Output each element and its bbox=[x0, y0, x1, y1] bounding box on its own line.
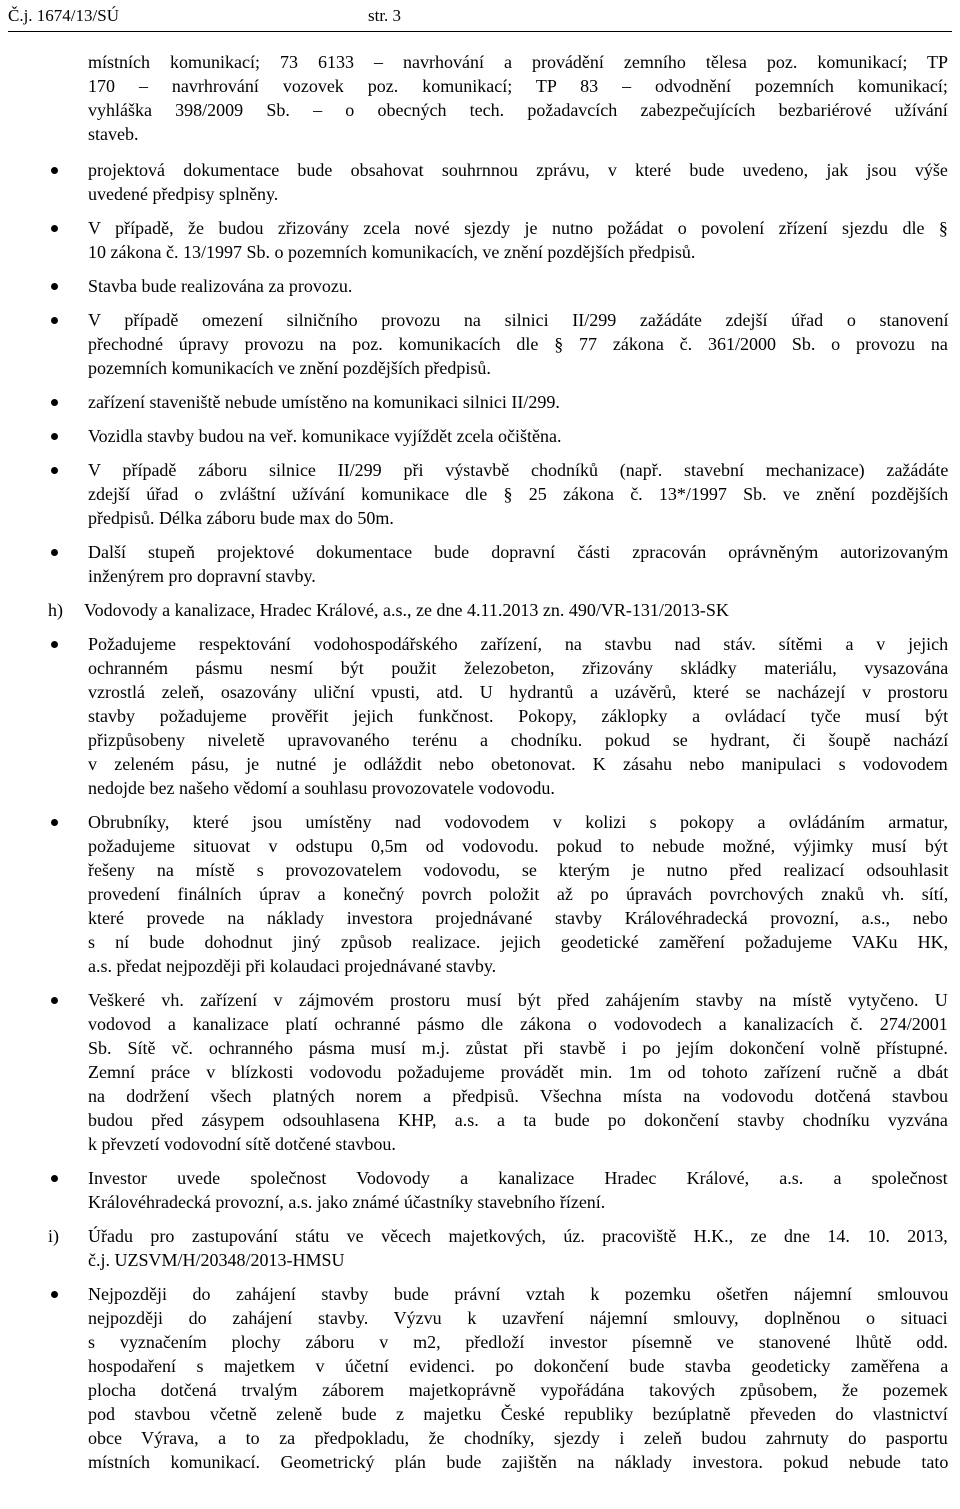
text-line: hospodaření s majetkem v účetní evidenci. po dokončení bude stavba geodeticky zaměřena a bbox=[88, 1356, 949, 1376]
text-line: staveb. bbox=[88, 124, 139, 144]
text-line: Veškeré vh. zařízení v zájmovém prostoru musí být před zahájením stavby na místě vytyčeno. U bbox=[88, 990, 948, 1010]
text-line: inženýrem pro dopravní stavby. bbox=[88, 566, 316, 586]
text-line: nejpozději do zahájení stavby. Výzvu k uzavření nájemní smlouvy, doplněnou o situaci bbox=[88, 1308, 948, 1328]
text-line: k převzetí vodovodní sítě dotčené stavbou. bbox=[88, 1134, 396, 1154]
bullet-icon bbox=[51, 167, 58, 174]
bullet-icon bbox=[51, 641, 58, 648]
text-line: pod stavbou včetně zeleně bude z majetku České republiky bezúplatně převeden do vlastnictví bbox=[88, 1404, 948, 1424]
text-line: nedojde bez našeho vědomí a souhlasu provozovatele vodovodu. bbox=[88, 778, 555, 798]
text-line: vyhláška 398/2009 Sb. – o obecných tech. požadavcích zabezpečujících bezbariérové užívání bbox=[88, 100, 948, 120]
text-line: Úřadu pro zastupování státu ve věcech majetkových, úz. pracoviště H.K., ze dne 14. 10. 2013, bbox=[88, 1226, 948, 1246]
text-line: místních komunikací; 73 6133 – navrhování a provádění zemního tělesa poz. komunikací; TP bbox=[88, 52, 949, 72]
text-line: Královéhradecká provozní, a.s. jako známé účastníky stavebního řízení. bbox=[88, 1192, 606, 1212]
text-line: Vozidla stavby budou na veř. komunikace vyjíždět zcela očištěna. bbox=[88, 426, 562, 446]
bullet-icon bbox=[51, 317, 58, 324]
bullet-icon bbox=[51, 549, 58, 556]
bullet-icon bbox=[51, 1291, 58, 1298]
text-line: zdejší úřad o zvláštní užívání komunikace dle § 25 zákona č. 13*/1997 Sb. ve znění pozdějších bbox=[88, 484, 949, 504]
text-line: budou před zásypem odsouhlasena KHP, a.s. a ta bude po dokončení stavby chodníku vyzvána bbox=[88, 1110, 948, 1130]
text-line: Požadujeme respektování vodohospodářského zařízení, na stavbu nad stáv. sítěmi a v jejich bbox=[88, 634, 949, 654]
text-line: plocha dotčená trvalým záborem majetkoprávně vypořádána takových způsobem, že pozemek bbox=[88, 1380, 948, 1400]
reference-number: Č.j. 1674/13/SÚ bbox=[8, 6, 119, 25]
text-line: č.j. UZSVM/H/20348/2013-HMSU bbox=[88, 1250, 345, 1270]
bullet-icon bbox=[51, 467, 58, 474]
text-line: obce Výrava, a to za předpokladu, že chodníky, sjezdy i zeleň budou zahrnuty do pasportu bbox=[88, 1428, 948, 1448]
text-line: Nejpozději do zahájení stavby bude právní vztah k pozemku ošetřen nájemní smlouvou bbox=[88, 1284, 949, 1304]
text-line: h) bbox=[48, 600, 63, 620]
text-line: vodovod a kanalizace platí ochranné pásmo dle zákona o vodovodech a kanalizacích č. 274/2001 bbox=[88, 1014, 948, 1034]
text-line: uvedené předpisy splněny. bbox=[88, 184, 279, 204]
text-line: přizpůsobeny niveletě upravovaného terénu a chodníku. pokud se hydrant, či šoupě nachází bbox=[88, 730, 949, 750]
text-line: a.s. předat nejpozději při kolaudaci projednávané stavby. bbox=[88, 956, 497, 976]
text-line: předpisů. Délka záboru bude max do 50m. bbox=[88, 508, 394, 528]
text-line: provedení finálních úprav a konečný povrch položit až po úpravách povrchových znaků vh. sítí, bbox=[88, 884, 949, 904]
text-line: na dodržení všech platných norem a předpisů. Všechna místa na vodovodu dotčená stavbou bbox=[88, 1086, 948, 1106]
text-line: i) bbox=[48, 1226, 59, 1246]
bullet-icon bbox=[51, 819, 58, 826]
text-line: s vyznačením plochy záboru v m2, předloží investor písemně ve stanovené lhůtě odd. bbox=[88, 1332, 948, 1352]
text-line: Zemní práce v blízkosti vodovodu požadujeme provádět min. 1m od tohoto zařízení ručně a dbát bbox=[88, 1062, 949, 1082]
text-line: V případě, že budou zřizovány zcela nové sjezdy je nutno požádat o povolení zřízení sjezdu dle § bbox=[88, 218, 948, 238]
text-line: Vodovody a kanalizace, Hradec Králové, a.s., ze dne 4.11.2013 zn. 490/VR-131/2013-SK bbox=[84, 600, 729, 620]
text-line: V případě záboru silnice II/299 při výstavbě chodníků (např. stavební mechanizace) zažádáte bbox=[88, 460, 949, 480]
text-line: místních komunikací. Geometrický plán bude zajištěn na náklady investora. pokud nebude tato bbox=[88, 1452, 949, 1472]
text-line: stavby požadujeme prověřit jejich funkčnost. Pokopy, záklopky a ovládací tyče musí být bbox=[88, 706, 949, 726]
text-line: pozemních komunikacích ve znění pozdějších předpisů. bbox=[88, 358, 491, 378]
text-line: projektová dokumentace bude obsahovat souhrnnou zprávu, v které bude uvedeno, jak jsou výše bbox=[88, 160, 948, 180]
text-line: zařízení staveniště nebude umístěno na komunikaci silnici II/299. bbox=[88, 392, 560, 412]
bullet-icon bbox=[51, 225, 58, 232]
bullet-icon bbox=[51, 433, 58, 440]
text-line: 10 zákona č. 13/1997 Sb. o pozemních komunikacích, ve znění pozdějších předpisů. bbox=[88, 242, 696, 262]
text-line: přechodné úpravy provozu na poz. komunikacích dle § 77 zákona č. 361/2000 Sb. o provozu na bbox=[88, 334, 948, 354]
text-line: s ní bude dohodnut jiný způsob realizace. jejich geodetické zaměření požadujeme VAKu HK, bbox=[88, 932, 949, 952]
text-line: Investor uvede společnost Vodovody a kanalizace Hradec Králové, a.s. a společnost bbox=[88, 1168, 948, 1188]
text-line: ochranném pásmu nesmí být použit železobeton, zřizovány skládky materiálu, vysazována bbox=[88, 658, 949, 678]
text-line: Další stupeň projektové dokumentace bude dopravní části zpracován oprávněným autorizovaným bbox=[88, 542, 949, 562]
text-line: Sb. Sítě vč. ochranného pásma musí m.j. zůstat při stavbě i po jejím dokončení volně přístupné. bbox=[88, 1038, 948, 1058]
text-line: vzrostlá zeleň, osazovány uliční vpusti, atd. U hydrantů a uzávěrů, které se nacházejí v prostoru bbox=[88, 682, 948, 702]
bullet-icon bbox=[51, 399, 58, 406]
bullet-icon bbox=[51, 283, 58, 290]
page-header bbox=[8, 2, 952, 32]
text-line: v zeleném pásu, je nutné je odláždit nebo obetonovat. K zásahu nebo manipulaci s vodovodem bbox=[88, 754, 948, 774]
text-line: Stavba bude realizována za provozu. bbox=[88, 276, 353, 296]
bullet-icon bbox=[51, 1175, 58, 1182]
text-line: řešeny na místě s provozovatelem vodovodu, se kterým je nutno před realizací odsouhlasit bbox=[88, 860, 949, 880]
text-line: které provede na náklady investora projednávané stavby Královéhradecká provozní, a.s., nebo bbox=[88, 908, 948, 928]
text-line: požadujeme situovat v odstupu 0,5m od vodovodu. pokud to nebude možné, výjimky musí být bbox=[88, 836, 948, 856]
page-number: str. 3 bbox=[368, 6, 402, 25]
text-line: Obrubníky, které jsou umístěny nad vodovodem v kolizi s pokopy a ovládáním armatur, bbox=[88, 812, 948, 832]
text-line: V případě omezení silničního provozu na silnici II/299 zažádáte zdejší úřad o stanovení bbox=[88, 310, 949, 330]
bullet-icon bbox=[51, 997, 58, 1004]
text-line: 170 – navrhrování vozovek poz. komunikací; TP 83 – odvodnění pozemních komunikací; bbox=[88, 76, 948, 96]
